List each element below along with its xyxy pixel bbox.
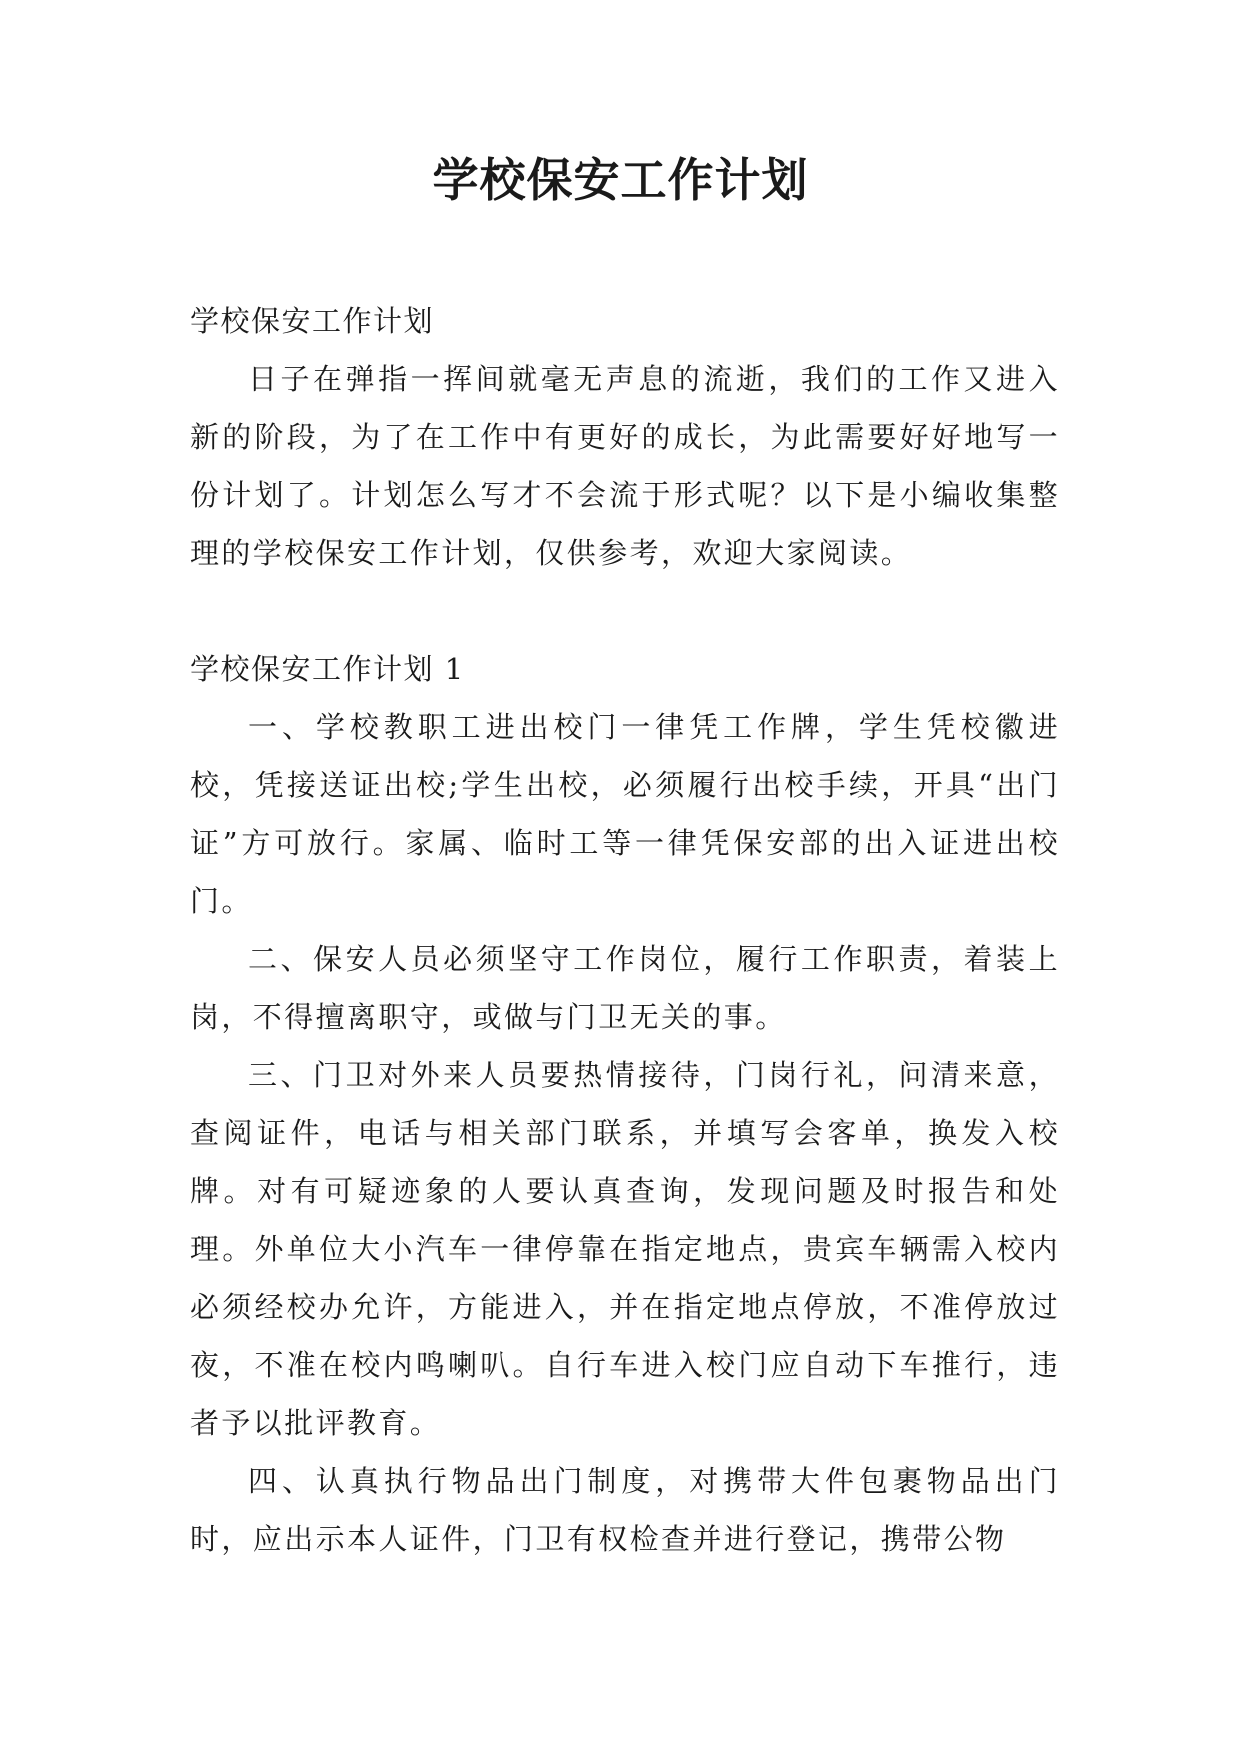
item-paragraph-2: 二、保安人员必须坚守工作岗位，履行工作职责，着装上岗，不得擅离职守，或做与门卫无关的事。 [190, 942, 1060, 1034]
section-gap [190, 582, 1060, 640]
item-paragraph-3: 三、门卫对外来人员要热情接待，门岗行礼，问清来意，查阅证件，电话与相关部门联系，并填写会客单，换发入校牌。对有可疑迹象的人要认真查询，发现问题及时报告和处理。外单位大小汽车一律停靠在指定地点，贵宾车辆需入校内必须经校办允许，方能进入，并在指定地点停放，不准停放过夜，不准在校内鸣喇叭。自行车进入校门应自动下车推行，违者予以批评教育。 [190, 1058, 1060, 1440]
document-title: 学校保安工作计划 [432, 153, 809, 207]
intro-paragraph: 日子在弹指一挥间就毫无声息的流逝，我们的工作又进入新的阶段，为了在工作中有更好的成长，为此需要好好地写一份计划了。计划怎么写才不会流于形式呢？以下是小编收集整理的学校保安工作计划，仅供参考，欢迎大家阅读。 [190, 362, 1060, 570]
document-body [190, 292, 1060, 1568]
section-heading: 学校保安工作计划 1 [190, 652, 465, 686]
item-paragraph-1: 一、学校教职工进出校门一律凭工作牌，学生凭校徽进校，凭接送证出校;学生出校，必须履行出校手续，开具“出门证”方可放行。家属、临时工等一律凭保安部的出入证进出校门。 [190, 710, 1060, 918]
item-paragraph-4: 四、认真执行物品出门制度，对携带大件包裹物品出门时，应出示本人证件，门卫有权检查并进行登记，携带公物 [190, 1464, 1060, 1556]
intro-heading: 学校保安工作计划 [190, 304, 435, 338]
